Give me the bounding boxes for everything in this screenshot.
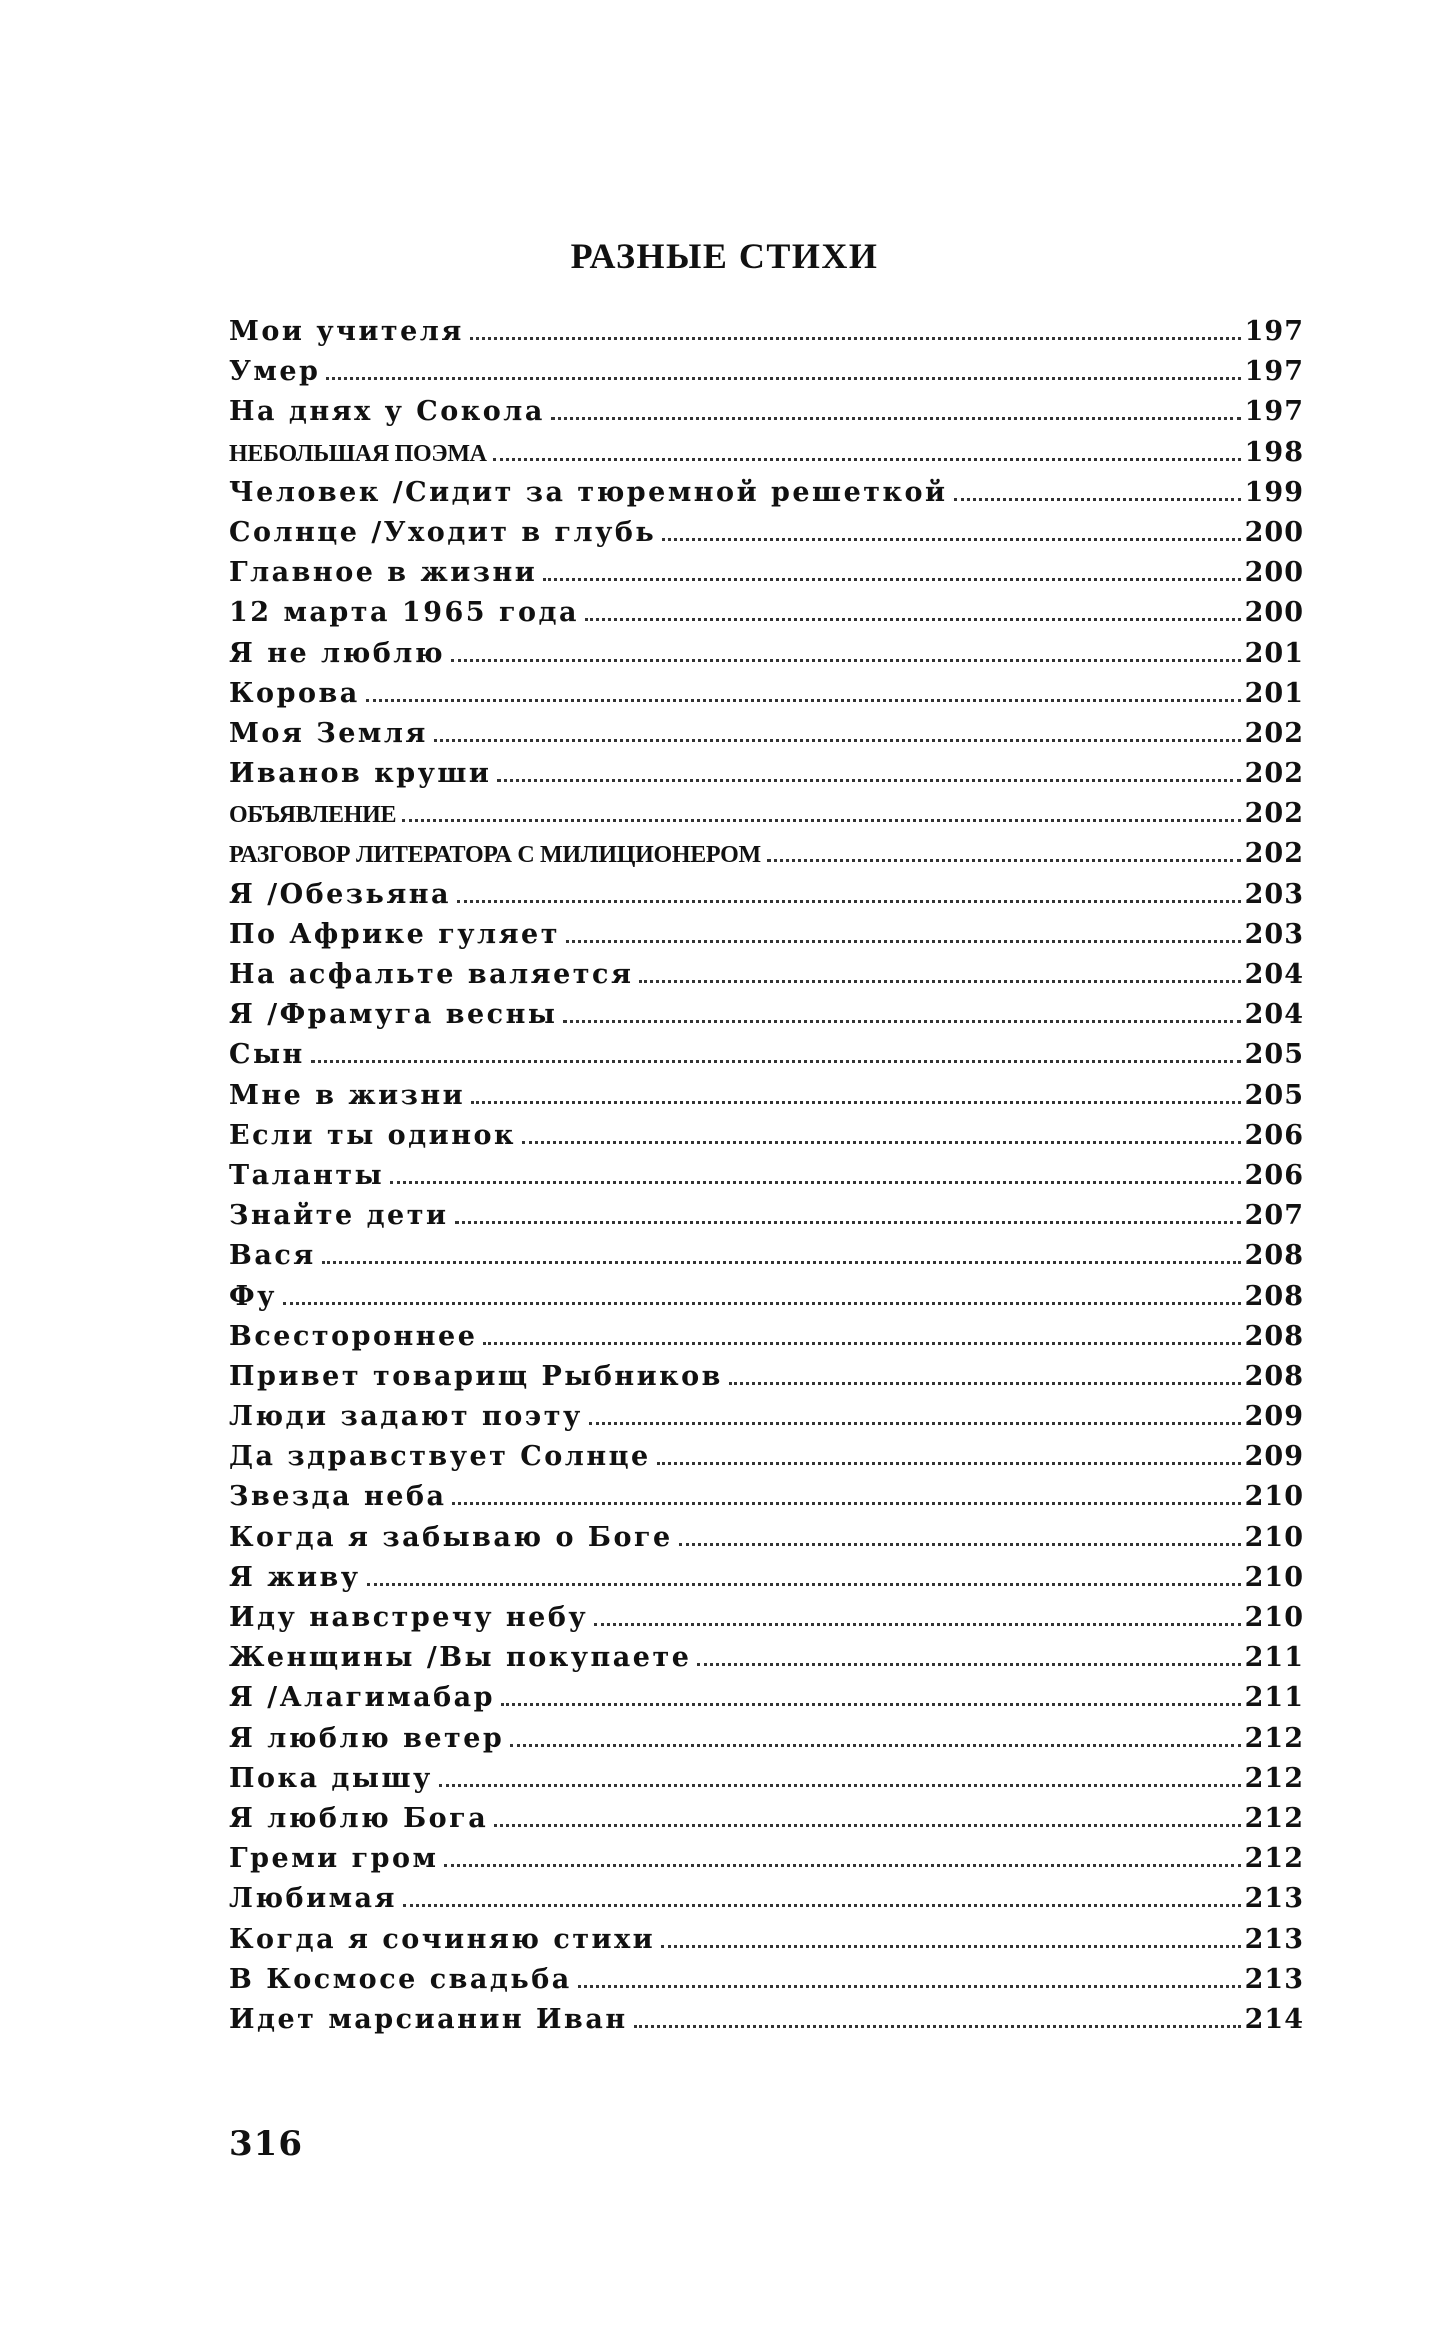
toc-entry-page: 209 <box>1244 1401 1304 1433</box>
dot-leader <box>311 1059 1241 1063</box>
toc-entry-title: Идет марсианин Иван <box>229 2003 628 2035</box>
toc-entry-page: 210 <box>1244 1561 1304 1593</box>
dot-leader <box>566 939 1241 943</box>
page-number: 316 <box>229 2124 303 2164</box>
toc-entry-title: Солнце /Уходит в глубь <box>229 516 657 548</box>
toc-entry-title: Всестороннее <box>229 1320 478 1352</box>
toc-entry <box>229 1562 1304 1602</box>
dot-leader <box>510 1743 1240 1747</box>
toc-entry-page: 206 <box>1244 1119 1304 1151</box>
dot-leader <box>451 658 1241 662</box>
toc-entry-page: 202 <box>1244 798 1304 830</box>
toc-entry <box>229 1321 1304 1361</box>
dot-leader <box>493 457 1241 461</box>
toc-entry <box>229 1522 1304 1562</box>
toc-entry-title: Корова <box>229 677 360 709</box>
toc-entry-title: Я люблю ветер <box>229 1722 505 1754</box>
dot-leader <box>551 416 1241 420</box>
toc-entry-title: ОБЪЯВЛЕНИЕ <box>229 802 397 829</box>
toc-entry <box>229 356 1304 396</box>
dot-leader <box>444 1863 1240 1867</box>
toc-entry <box>229 999 1304 1039</box>
toc-entry <box>229 316 1304 356</box>
toc-entry-title: Когда я забываю о Боге <box>229 1521 673 1553</box>
toc-entry <box>229 1240 1304 1280</box>
toc-entry <box>229 557 1304 597</box>
toc-entry <box>229 1080 1304 1120</box>
dot-leader <box>634 2024 1241 2028</box>
toc-entry <box>229 1964 1304 2004</box>
toc-entry-page: 212 <box>1244 1722 1304 1754</box>
toc-entry-title: На днях у Сокола <box>229 396 545 428</box>
toc-entry <box>229 959 1304 999</box>
toc-entry-title: Если ты одинок <box>229 1119 516 1151</box>
dot-leader <box>522 1140 1241 1144</box>
toc-entry-page: 208 <box>1244 1280 1304 1312</box>
toc-entry-title: Таланты <box>229 1159 385 1191</box>
toc-entry-page: 214 <box>1244 2003 1304 2035</box>
toc-entry <box>229 437 1304 477</box>
toc-entry-page: 203 <box>1244 878 1304 910</box>
dot-leader <box>455 1220 1241 1224</box>
toc-entry-page: 211 <box>1244 1642 1304 1674</box>
dot-leader <box>326 376 1240 380</box>
toc-entry-title: Люди задают поэту <box>229 1401 583 1433</box>
toc-entry <box>229 1120 1304 1160</box>
toc-entry-title: Иванов круши <box>229 758 492 790</box>
toc-entry-title: Человек /Сидит за тюремной решеткой <box>229 476 948 508</box>
toc-entry <box>229 1361 1304 1401</box>
dot-leader <box>471 1100 1240 1104</box>
dot-leader <box>497 778 1240 782</box>
toc-entry <box>229 718 1304 758</box>
toc-entry-title: Я /Обезьяна <box>229 878 452 910</box>
toc-entry-title: Сын <box>229 1039 305 1071</box>
dot-leader <box>767 858 1241 862</box>
toc-entry-page: 201 <box>1244 637 1304 669</box>
toc-entry <box>229 1481 1304 1521</box>
toc-entry-page: 197 <box>1244 316 1304 347</box>
toc-entry <box>229 396 1304 436</box>
toc-entry <box>229 1803 1304 1843</box>
dot-leader <box>697 1662 1240 1666</box>
dot-leader <box>594 1622 1241 1626</box>
toc-entry-page: 208 <box>1244 1360 1304 1392</box>
toc-entry-page: 210 <box>1244 1602 1304 1633</box>
toc-entry-title: Главное в жизни <box>229 557 538 589</box>
dot-leader <box>283 1301 1241 1305</box>
toc-entry-page: 210 <box>1244 1481 1304 1513</box>
section-title: РАЗНЫЕ СТИХИ <box>570 236 879 276</box>
dot-leader <box>501 1702 1241 1706</box>
toc-entry-page: 205 <box>1244 1039 1304 1071</box>
toc-entry-page: 202 <box>1244 838 1304 870</box>
toc-entry-page: 211 <box>1244 1682 1304 1714</box>
toc-entry <box>229 1924 1304 1964</box>
dot-leader <box>403 1903 1241 1907</box>
toc-entry-page: 205 <box>1244 1079 1304 1111</box>
toc-entry-page: 207 <box>1244 1200 1304 1232</box>
dot-leader <box>367 1582 1241 1586</box>
toc-entry <box>229 879 1304 919</box>
toc-entry-page: 197 <box>1244 396 1304 428</box>
dot-leader <box>322 1260 1241 1264</box>
toc-entry <box>229 1200 1304 1240</box>
dot-leader <box>439 1783 1241 1787</box>
toc-entry-title: Я не люблю <box>229 637 446 669</box>
toc-entry-title: Умер <box>229 356 321 388</box>
toc-entry-page: 209 <box>1244 1441 1304 1473</box>
dot-leader <box>366 698 1241 702</box>
toc-entry-page: 208 <box>1244 1320 1304 1352</box>
toc-entry-title: Когда я сочиняю стихи <box>229 1923 656 1955</box>
dot-leader <box>679 1542 1241 1546</box>
toc-entry-page: 212 <box>1244 1762 1304 1794</box>
toc-entry <box>229 678 1304 718</box>
toc-entry-title: Я /Фрамуга весны <box>229 999 558 1031</box>
toc-entry-page: 199 <box>1244 476 1304 508</box>
dot-leader <box>657 1461 1241 1465</box>
toc-entry-title: Мне в жизни <box>229 1079 466 1111</box>
toc-entry-page: 213 <box>1244 1923 1304 1955</box>
toc-entry-title: Вася <box>229 1240 316 1272</box>
toc-entry-title: По Африке гуляет <box>229 918 560 950</box>
toc-entry-title: Я люблю Бога <box>229 1802 489 1834</box>
dot-leader <box>483 1341 1240 1345</box>
toc-entry-page: 201 <box>1244 677 1304 709</box>
toc-entry-page: 197 <box>1244 356 1304 388</box>
toc-entry-title: Знайте дети <box>229 1200 449 1232</box>
toc-entry <box>229 597 1304 637</box>
dot-leader <box>662 537 1240 541</box>
toc-entry-title: НЕБОЛЬШАЯ ПОЭМА <box>229 440 487 467</box>
toc-entry <box>229 1723 1304 1763</box>
dot-leader <box>661 1944 1240 1948</box>
toc-entry-title: РАЗГОВОР ЛИТЕРАТОРА С МИЛИЦИОНЕРОМ <box>229 842 761 869</box>
toc-entry-title: Греми гром <box>229 1843 439 1875</box>
dot-leader <box>390 1180 1240 1184</box>
dot-leader <box>470 336 1241 340</box>
toc-entry-title: Я /Алагимабар <box>229 1682 495 1714</box>
toc-entry-title: Женщины /Вы покупаете <box>229 1642 692 1674</box>
toc-entry-title: 12 марта 1965 года <box>229 597 580 629</box>
dot-leader <box>543 577 1240 581</box>
toc-entry-page: 206 <box>1244 1159 1304 1191</box>
toc-entry-title: Иду навстречу небу <box>229 1602 589 1633</box>
dot-leader <box>452 1501 1240 1505</box>
toc-entry <box>229 758 1304 798</box>
toc-entry-title: Фу <box>229 1280 277 1312</box>
toc-entry-title: Звезда неба <box>229 1481 447 1513</box>
dot-leader <box>434 738 1241 742</box>
dot-leader <box>589 1421 1241 1425</box>
toc-entry-page: 204 <box>1244 999 1304 1031</box>
toc-entry <box>229 2004 1304 2044</box>
toc-entry-page: 204 <box>1244 959 1304 990</box>
dot-leader <box>729 1381 1241 1385</box>
dot-leader <box>954 497 1241 501</box>
toc-entry <box>229 1602 1304 1642</box>
toc-entry <box>229 1039 1304 1079</box>
toc-entry-page: 212 <box>1244 1843 1304 1875</box>
toc-entry-page: 203 <box>1244 918 1304 950</box>
toc-entry-page: 200 <box>1244 516 1304 548</box>
toc-entry-title: На асфальте валяется <box>229 959 634 990</box>
toc-entry <box>229 798 1304 838</box>
toc-entry-page: 200 <box>1244 597 1304 629</box>
toc-entry <box>229 1401 1304 1441</box>
dot-leader <box>494 1823 1240 1827</box>
toc-entry-page: 198 <box>1244 436 1304 468</box>
toc-entry <box>229 1883 1304 1923</box>
toc-entry <box>229 1441 1304 1481</box>
dot-leader <box>639 979 1240 983</box>
toc-entry-title: Я живу <box>229 1561 361 1593</box>
toc-entry <box>229 1763 1304 1803</box>
dot-leader <box>585 617 1241 621</box>
toc-entry <box>229 517 1304 557</box>
toc-entry-title: Мои учителя <box>229 316 464 347</box>
dot-leader <box>563 1019 1240 1023</box>
toc-entry <box>229 1843 1304 1883</box>
toc-entry <box>229 919 1304 959</box>
toc-entry <box>229 838 1304 878</box>
toc-entry-title: Моя Земля <box>229 717 428 749</box>
toc-entry-page: 200 <box>1244 557 1304 589</box>
toc-entry-title: Любимая <box>229 1883 397 1915</box>
toc-entry-title: Привет товарищ Рыбников <box>229 1360 723 1392</box>
dot-leader <box>457 899 1241 903</box>
toc-entry-page: 202 <box>1244 758 1304 790</box>
toc-entry-page: 208 <box>1244 1240 1304 1272</box>
dot-leader <box>578 1984 1241 1988</box>
toc-entry <box>229 1642 1304 1682</box>
toc-entry <box>229 1682 1304 1722</box>
toc-entry-title: Пока дышу <box>229 1762 433 1794</box>
toc-entry <box>229 638 1304 678</box>
table-of-contents <box>229 316 1304 2044</box>
toc-entry <box>229 1281 1304 1321</box>
dot-leader <box>402 818 1240 822</box>
toc-entry-page: 202 <box>1244 717 1304 749</box>
toc-entry-title: Да здравствует Солнце <box>229 1441 651 1473</box>
toc-entry-page: 213 <box>1244 1883 1304 1915</box>
toc-entry-page: 210 <box>1244 1521 1304 1553</box>
toc-entry-title: В Космосе свадьба <box>229 1963 572 1995</box>
toc-entry <box>229 477 1304 517</box>
toc-entry-page: 212 <box>1244 1802 1304 1834</box>
toc-entry <box>229 1160 1304 1200</box>
toc-entry-page: 213 <box>1244 1963 1304 1995</box>
